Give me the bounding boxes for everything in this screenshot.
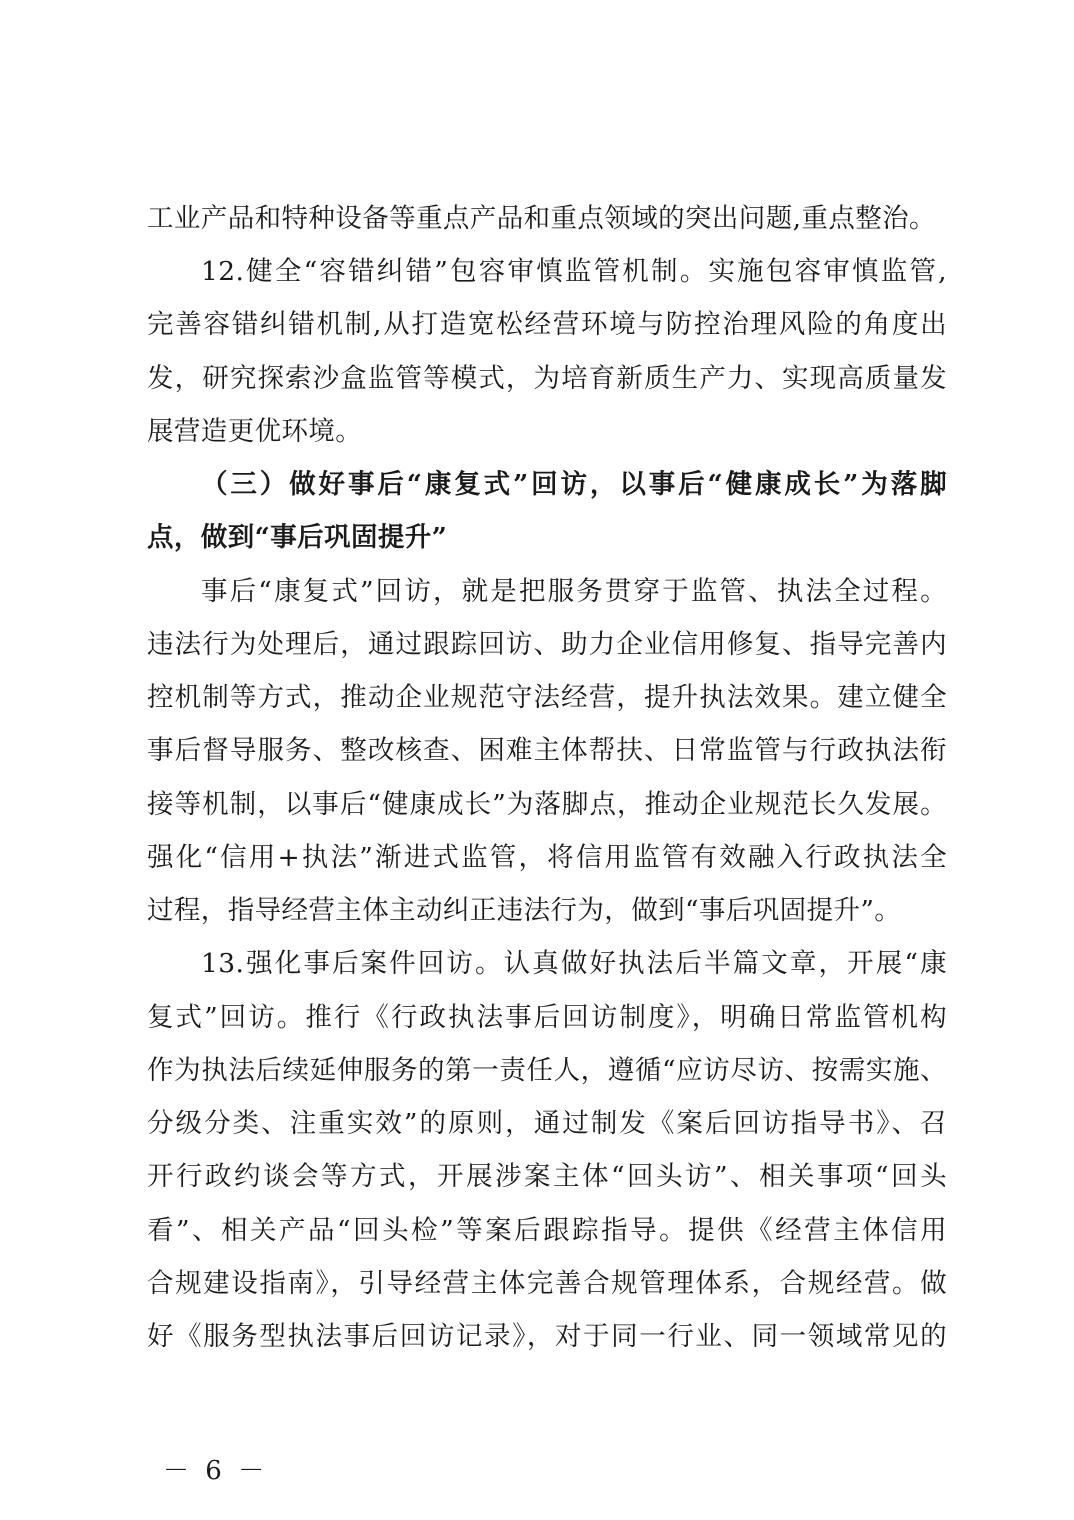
paragraph-line: 展营造更优环境。 <box>147 416 363 447</box>
section-heading-line: （三）做好事后“康复式”回访，以事后“健康成长”为落脚 <box>201 469 947 500</box>
page-number: － 6 － <box>163 1456 269 1486</box>
paragraph-line: 分级分类、注重实效”的原则，通过制发《案后回访指导书》、召 <box>147 1108 947 1139</box>
paragraph-line: 控机制等方式，推动企业规范守法经营，提升执法效果。建立健全 <box>147 682 947 713</box>
paragraph-line: 13.强化事后案件回访。认真做好执法后半篇文章，开展“康 <box>201 948 947 979</box>
paragraph-line: 事后督导服务、整改核查、困难主体帮扶、日常监管与行政执法衔 <box>147 735 947 766</box>
paragraph-line: 事后“康复式”回访，就是把服务贯穿于监管、执法全过程。 <box>201 576 947 607</box>
paragraph-line: 接等机制，以事后“健康成长”为落脚点，推动企业规范长久发展。 <box>147 789 947 820</box>
paragraph-line: 作为执法后续延伸服务的第一责任人，遵循“应访尽访、按需实施、 <box>147 1055 947 1086</box>
paragraph-line: 发，研究探索沙盒监管等模式，为培育新质生产力、实现高质量发 <box>147 363 947 394</box>
paragraph-line: 开行政约谈会等方式，开展涉案主体“回头访”、相关事项“回头 <box>147 1161 947 1192</box>
section-heading-line: 点，做到“事后巩固提升” <box>147 522 448 553</box>
paragraph-line: 违法行为处理后，通过跟踪回访、助力企业信用修复、指导完善内 <box>147 629 947 660</box>
paragraph-line: 合规建设指南》，引导经营主体完善合规管理体系，合规经营。做 <box>147 1268 947 1299</box>
paragraph-line: 完善容错纠错机制,从打造宽松经营环境与防控治理风险的角度出 <box>147 309 947 340</box>
paragraph-line: 工业产品和特种设备等重点产品和重点领域的突出问题,重点整治。 <box>147 203 936 234</box>
paragraph-line: 复式”回访。推行《行政执法事后回访制度》，明确日常监管机构 <box>147 1002 947 1033</box>
paragraph-line: 12.健全“容错纠错”包容审慎监管机制。实施包容审慎监管, <box>201 256 947 287</box>
paragraph-line: 过程，指导经营主体主动纠正违法行为，做到“事后巩固提升”。 <box>147 895 902 926</box>
paragraph-line: 好《服务型执法事后回访记录》，对于同一行业、同一领域常见的 <box>147 1321 947 1352</box>
paragraph-line: 看”、相关产品“回头检”等案后跟踪指导。提供《经营主体信用 <box>147 1215 947 1246</box>
paragraph-line: 强化“信用+执法”渐进式监管，将信用监管有效融入行政执法全 <box>147 842 947 873</box>
